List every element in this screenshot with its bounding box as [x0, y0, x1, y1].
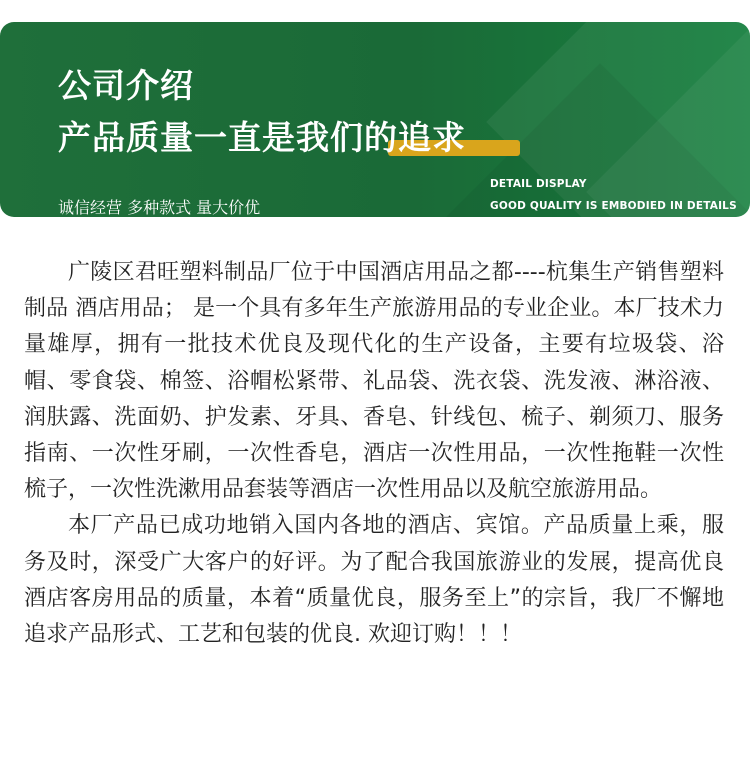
description-paragraph-2: 本厂产品已成功地销入国内各地的酒店、宾馆。产品质量上乘，服务及时，深受广大客户的好评。为了配合我国旅游业的发展，提高优良酒店客房用品的质量，本着“质量优良，服务至上”的宗旨，我厂不懈地追求产品形式、工艺和包装的优良. 欢迎订购！！！ [24, 513, 724, 648]
english-tagline: GOOD QUALITY IS EMBODIED IN DETAILS [490, 200, 737, 212]
banner-heading: 公司介绍 [58, 66, 194, 105]
banner-headline: 产品质量一直是我们的追求 [58, 118, 466, 157]
company-description [24, 255, 724, 653]
description-paragraph-1: 广陵区君旺塑料制品厂位于中国酒店用品之都----杭集生产销售塑料制品 酒店用品； 是一个具有多年生产旅游用品的专业企业。本厂技术力量雄厚，拥有一批技术优良及现代化的生产设备，主要有垃圾袋、浴帽、零食袋、棉签、浴帽松紧带、礼品袋、洗衣袋、洗发液、淋浴液、润肤露、洗面奶、护发素、牙具、香皂、针线包、梳子、剃须刀、服务指南、一次性牙刷，一次性香皂，酒店一次性用品，一次性拖鞋一次性梳子，一次性洗漱用品套装等酒店一次性用品以及航空旅游用品。 [24, 260, 724, 503]
intro-banner [0, 22, 750, 217]
banner-slogan: 诚信经营 多种款式 量大价优 [58, 198, 261, 217]
detail-display-label: DETAIL DISPLAY [490, 178, 587, 190]
